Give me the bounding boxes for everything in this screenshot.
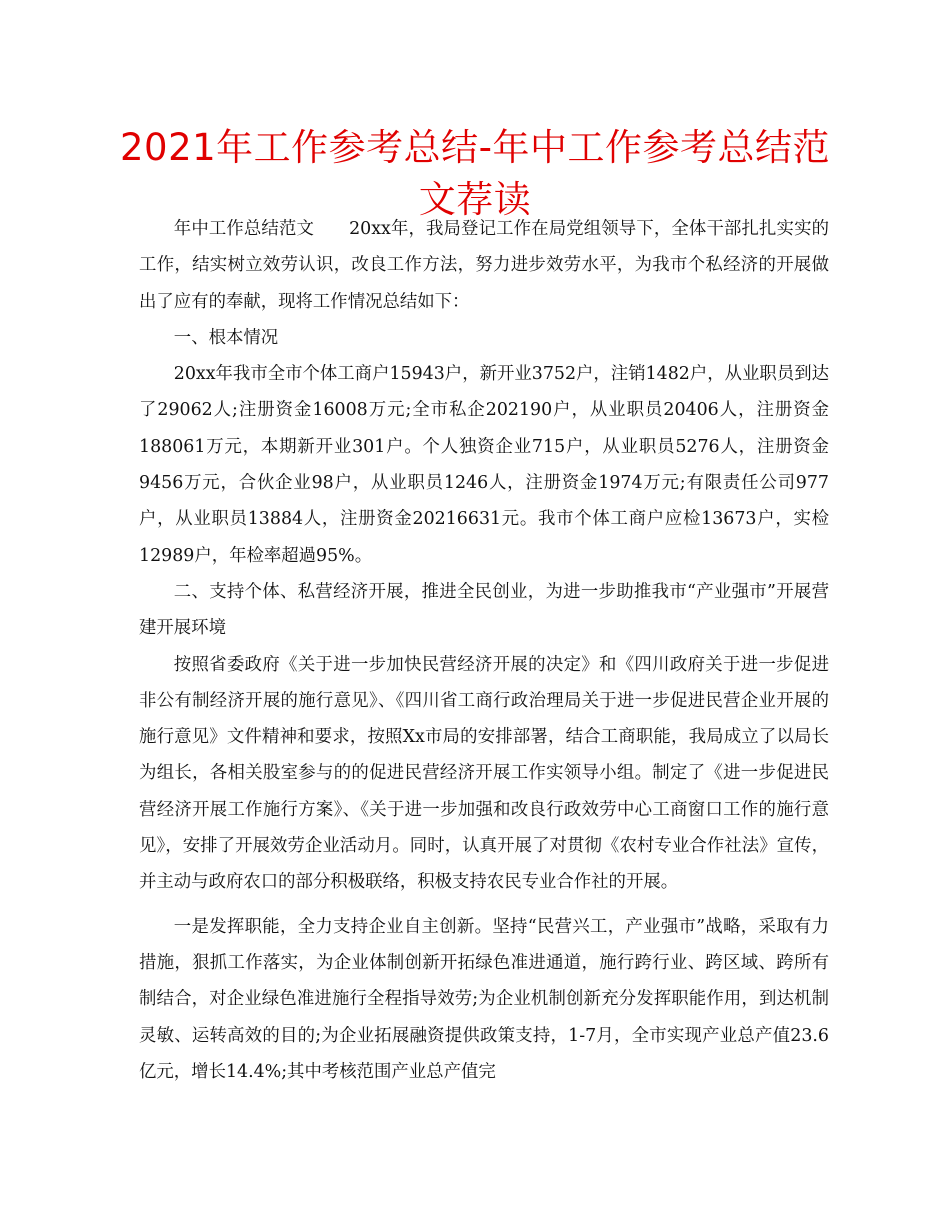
- paragraph-innovation: 一是发挥职能，全力支持企业自主创新。坚持“民营兴工，产业强市”战略，采取有力措施，狠抓工作落实，为企业体制创新开拓绿色准进通道，施行跨行业、跨区域、跨所有制结合，对企业绿色准进施行全程指导效劳;为企业机制创新充分发挥职能作用，到达机制灵敏、运转高效的目的;为企业拓展融资提供政策支持，1-7月，全市实现产业总产值23.6亿元，增长14.4%;其中考核范围产业总产值完: [139, 916, 829, 1082]
- paragraph-policy: 按照省委政府《关于进一步加快民营经济开展的决定》和《四川政府关于进一步促进非公有制经济开展的施行意见》、《四川省工商行政治理局关于进一步促进民营企业开展的施行意见》文件精神和要求，按照Xx市局的安排部署，结合工商职能，我局成立了以局长为组长，各相关股室参与的的促进民营经济开展工作实领导小组。制定了《进一步促进民营经济开展工作施行方案》、《关于进一步加强和改良行政效劳中心工商窗口工作的施行意见》，安排了开展效劳企业活动月。同时，认真开展了对贯彻《农村专业合作社法》宣传，并主动与政府农口的部分积极联络，积极支持农民专业合作社的开展。: [139, 654, 829, 893]
- paragraph-intro: 年中工作总结范文 20xx年，我局登记工作在局党组领导下，全体干部扎扎实实的工作，结实树立效劳认识，改良工作方法，努力进步效劳水平，为我市个私经济的开展做出了应有的奉献，现将工作情况总结如下：: [139, 219, 829, 312]
- document-body: [139, 211, 829, 1090]
- paragraph-statistics: 20xx年我市全市个体工商户15943户，新开业3752户，注销1482户，从业职员到达了29062人;注册资金16008万元;全市私企202190户，从业职员20406人，注册资金188061万元，本期新开业301户。个人独资企业715户，从业职员5276人，注册资金9456万元，合伙企业98户，从业职员1246人，注册资金1974万元;有限责任公司977户，从业职员13884人，注册资金20216631元。我市个体工商户应检13673户，实检12989户，年检率超過95%。: [139, 364, 829, 566]
- section-heading-basic: 一、根本情况: [173, 327, 279, 348]
- document-title: 2021年工作参考总结-年中工作参考总结范文荐读: [120, 126, 831, 221]
- section-heading-support: 二、支持个体、私营经济开展，推进全民创业，为进一步助推我市“产业强市”开展营建开展环境: [139, 581, 829, 639]
